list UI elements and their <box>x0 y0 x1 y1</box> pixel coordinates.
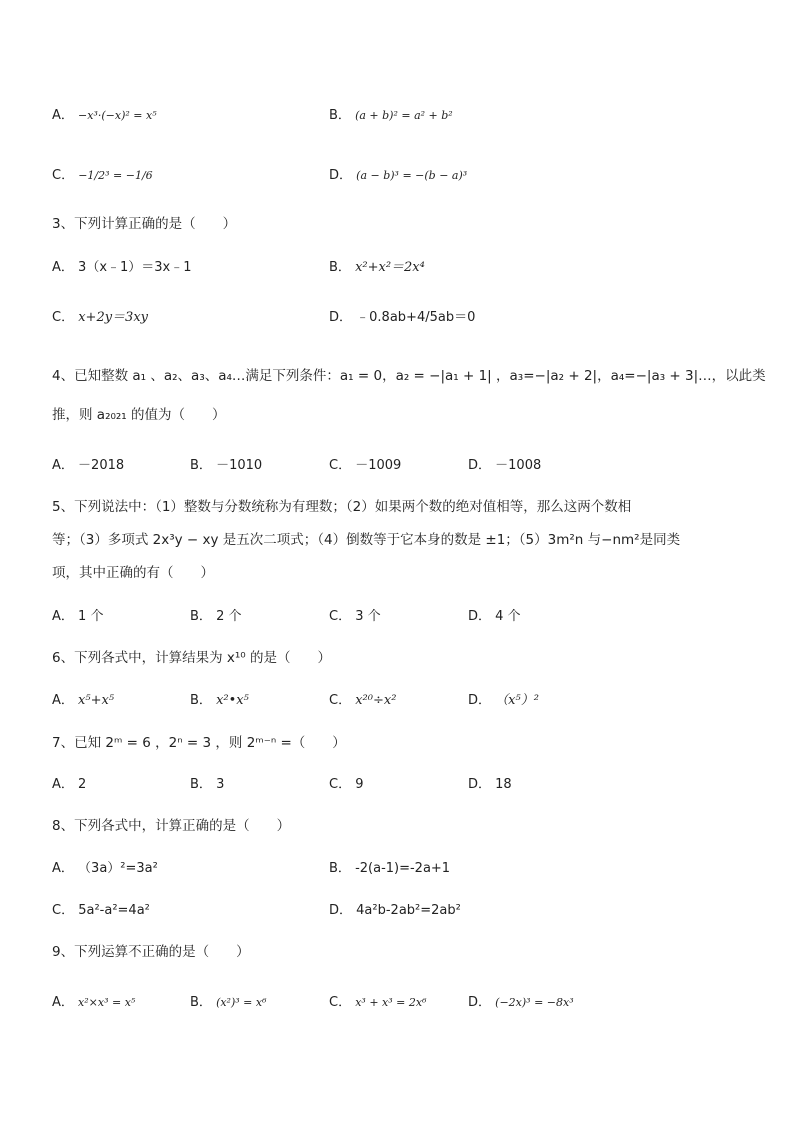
option-math: −1/2³ = −1/6 <box>78 169 153 182</box>
option-math: −x³·(−x)² = x⁵ <box>78 109 157 122</box>
q1-option-c <box>52 166 153 186</box>
q5-stem-line-3: 项，其中正确的有（ ） <box>52 565 214 581</box>
q4-option-a <box>52 456 124 476</box>
option-math: －1010 <box>216 458 263 473</box>
q3-option-d <box>329 308 475 328</box>
option-math: 18 <box>495 777 512 792</box>
q3-option-c <box>52 308 148 328</box>
q1-option-b <box>329 106 453 126</box>
option-math: (−2x)³ = −8x³ <box>495 996 574 1009</box>
q8-option-b <box>329 859 450 879</box>
option-label: B． <box>190 609 212 624</box>
option-math: －2018 <box>78 458 125 473</box>
q1-option-a <box>52 106 157 126</box>
q1-option-d <box>329 166 467 186</box>
option-label: B． <box>329 861 351 876</box>
q9-option-d <box>468 993 574 1013</box>
q5-option-b <box>190 607 241 627</box>
option-math: 3 <box>216 777 225 792</box>
option-label: D． <box>468 609 492 624</box>
option-label: B． <box>329 260 351 275</box>
q8-stem: 8、下列各式中，计算正确的是（ ） <box>52 818 291 834</box>
option-math: x²×x³ = x⁵ <box>78 996 136 1009</box>
option-math: 3 个 <box>355 609 381 624</box>
option-label: C． <box>329 609 352 624</box>
option-label: A． <box>52 108 74 123</box>
option-label: C． <box>329 995 352 1010</box>
option-label: C． <box>52 310 75 325</box>
q3-option-a <box>52 258 192 278</box>
option-math: （3a）²=3a² <box>78 861 158 876</box>
q4-stem-line-1: 4、已知整数 a₁ 、a₂、a₃、a₄…满足下列条件：a₁ = 0，a₂ = −|a₁ + 1| ，a₃=−|a₂ + 2|，a₄=−|a₃ + 3|…，以此类 <box>52 368 766 384</box>
option-math: －1008 <box>495 458 542 473</box>
option-label: A． <box>52 609 74 624</box>
option-label: D． <box>468 995 492 1010</box>
option-label: D． <box>329 903 353 918</box>
option-label: B． <box>190 777 212 792</box>
option-math: 5a²-a²=4a² <box>78 903 150 918</box>
option-label: A． <box>52 861 74 876</box>
q3-stem: 3、下列计算正确的是（ ） <box>52 216 237 232</box>
q9-stem: 9、下列运算不正确的是（ ） <box>52 944 250 960</box>
option-math: x²⁰÷x² <box>355 693 397 708</box>
q5-stem-line-2: 等；（3）多项式 2x³y − xy 是五次二项式；（4）倒数等于它本身的数是 ±1；（5）3m²n 与−nm²是同类 <box>52 532 681 548</box>
option-label: D． <box>468 777 492 792</box>
q4-option-d <box>468 456 541 476</box>
option-label: D． <box>329 310 353 325</box>
q7-option-a <box>52 775 86 795</box>
q6-option-a <box>52 691 114 711</box>
q3-option-b <box>329 258 425 278</box>
option-math: (a − b)³ = −(b − a)³ <box>356 169 468 182</box>
q8-option-d <box>329 901 461 921</box>
option-math: 2 个 <box>216 609 242 624</box>
q9-option-c <box>329 993 426 1013</box>
option-math: ﹣0.8ab+4/5ab＝0 <box>356 310 476 325</box>
q8-option-a <box>52 859 158 879</box>
option-label: B． <box>190 458 212 473</box>
option-math: x²•x⁵ <box>216 693 249 708</box>
q7-option-d <box>468 775 512 795</box>
q9-option-a <box>52 993 135 1013</box>
option-math: －1009 <box>355 458 402 473</box>
option-label: A． <box>52 458 74 473</box>
q4-stem-line-2: 推，则 a₂₀₂₁ 的值为（ ） <box>52 407 226 423</box>
option-math: -2(a-1)=-2a+1 <box>355 861 451 876</box>
option-math: x³ + x³ = 2x⁶ <box>355 996 427 1009</box>
q6-option-c <box>329 691 396 711</box>
option-math: 2 <box>78 777 87 792</box>
q5-option-d <box>468 607 521 627</box>
option-math: 9 <box>355 777 364 792</box>
option-math: x+2y＝3xy <box>78 310 149 325</box>
option-math: (a + b)² = a² + b² <box>355 109 453 122</box>
option-label: A． <box>52 693 74 708</box>
q7-option-b <box>190 775 224 795</box>
option-label: C． <box>52 168 75 183</box>
option-label: D． <box>468 458 492 473</box>
option-label: B． <box>190 995 212 1010</box>
q7-option-c <box>329 775 364 795</box>
option-label: C． <box>329 777 352 792</box>
option-math: （x⁵）² <box>495 693 539 708</box>
option-label: C． <box>329 458 352 473</box>
q4-option-c <box>329 456 401 476</box>
q6-stem: 6、下列各式中，计算结果为 x¹⁰ 的是（ ） <box>52 650 331 666</box>
option-math: 3（x﹣1）＝3x﹣1 <box>78 260 192 275</box>
option-math: 4a²b-2ab²=2ab² <box>356 903 461 918</box>
option-label: A． <box>52 777 74 792</box>
option-label: A． <box>52 995 74 1010</box>
q8-option-c <box>52 901 150 921</box>
q6-option-b <box>190 691 249 711</box>
option-math: (x²)³ = x⁶ <box>216 996 267 1009</box>
q4-option-b <box>190 456 262 476</box>
option-label: B． <box>190 693 212 708</box>
q5-stem-line-1: 5、下列说法中：（1）整数与分数统称为有理数；（2）如果两个数的绝对值相等，那么这两个数相 <box>52 499 632 515</box>
option-label: D． <box>468 693 492 708</box>
option-label: A． <box>52 260 74 275</box>
option-math: x⁵+x⁵ <box>78 693 115 708</box>
option-label: D． <box>329 168 353 183</box>
option-label: C． <box>329 693 352 708</box>
option-math: x²+x²＝2x⁴ <box>355 260 425 275</box>
q6-option-d <box>468 691 539 711</box>
option-label: B． <box>329 108 351 123</box>
q5-option-c <box>329 607 381 627</box>
q9-option-b <box>190 993 267 1013</box>
q5-option-a <box>52 607 103 627</box>
option-math: 1 个 <box>78 609 104 624</box>
option-math: 4 个 <box>495 609 521 624</box>
option-label: C． <box>52 903 75 918</box>
q7-stem: 7、已知 2ᵐ = 6 ，2ⁿ = 3 ，则 2ᵐ⁻ⁿ =（ ） <box>52 735 346 751</box>
